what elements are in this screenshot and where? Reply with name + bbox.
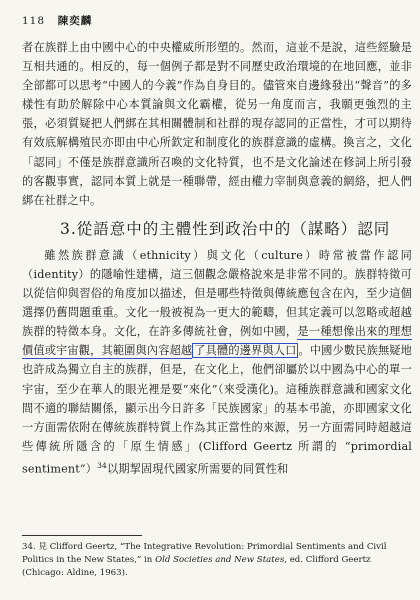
highlighted-passage-2: 了具體的邊界與人口	[194, 344, 297, 358]
running-author: 陳奕麟	[57, 15, 93, 27]
paragraph-ethnicity	[22, 246, 412, 479]
footnote-text-b: , ed. Clifford Geertz (Chicago: Aldine, 1963).	[22, 554, 371, 578]
page-number: 118	[22, 15, 46, 27]
paragraph-text-part2: 中國少數民族無疑地也許成為獨立自主的族群，但是，在文化上，他們卻屬於以中國為中心的單一宇宙，至少在華人的眼光裡是要“來化”（來受漢化)。這種族群意識和國家文化間不適的聯結關係，顯示出今日許多「民族國家」的基本弔詭，亦即國家文化一方面需依附在傳統族群特質上作為其正當性的來源，另一方面需同時超越這些傳統所隱含的「原生情感」(Clifford Geertz 所謂的 “primordial sentiment”）	[22, 344, 412, 476]
paragraph-text-part1: 雖然族群意識（ethnicity）與文化（culture）時常被當作認同（identity）的隱喻性建構，這三個觀念嚴格說來是非常不同的。族群特徵可以從信仰與習俗的角度加以描述，但是哪些特徵與傳統應包含在內，至少這個選擇仍舊問題重重。文化一般被視為一更大的範疇，但其定義可以忽略或超越族群的特徵本身。文化，在許多傳統社會，例如中國，	[22, 248, 412, 339]
highlighted-passage-1: 是一種想像出來的理想價值或宇宙觀，其範圍與內容超越	[22, 325, 412, 358]
footnote-number: 34.	[22, 542, 36, 552]
footnote-rule	[22, 535, 142, 536]
highlight-end-punctuation: 。	[298, 344, 310, 358]
footnote-text-a: 見 Clifford Geertz, “The Integrative Revolution: Primordial Sentiments and Civil Politics in the New States,” in	[22, 542, 387, 565]
paragraph-text-part3: 以期挈固現代國家所需要的同質性和	[106, 462, 289, 476]
paragraph-continued: 者在族群上由中國中心的中央權威所形塑的。然而，這並不是說，這些經驗是互相共通的。相反的，每一個例子都是對不同歷史政治環境的在地回應，並非全部都可以思考“中國人的今義”作為自身目的。儘管來自邊緣發出“聲音”的多樣性有助於解除中心本質論與文化霸權，從另一角度而言，我願更強烈的主張，必須質疑把人們綁在其相關體制和社群的現存認同的正當性，才可以期待有效底解構殖民亦即由中心所欽定和制度化的族群意識的虛構。換言之，文化「認同」不僅是族群意識所召喚的文化特質，也不是文化論述在修詞上所引發的客觀事實，認同本質上就是一種聯帶，經由權力宰制與意義的網絡，把人們綁在社群之中。	[22, 41, 412, 207]
running-header	[22, 13, 92, 28]
footnote-marker: 34	[97, 460, 107, 470]
footnote-book-title: Old Societies and New States	[155, 554, 285, 565]
footnote-34	[22, 541, 412, 579]
body-text	[22, 38, 412, 479]
section-heading: 3.從語意中的主體性到政治中的（謀略）認同	[60, 219, 391, 238]
